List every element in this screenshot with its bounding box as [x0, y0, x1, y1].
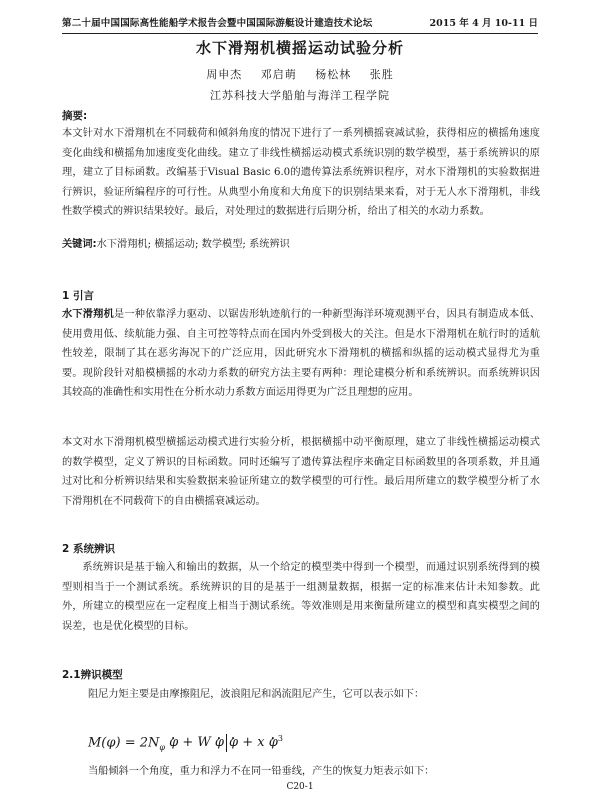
- conference-date: 2015 年 4 月 10-11 日: [429, 18, 538, 29]
- section-2-1-paragraph-2: 当船倾斜一个角度，重力和浮力不在同一铅垂线，产生的恢复力矩表示如下：: [88, 766, 435, 777]
- equation-term-3: • φ + x: [229, 735, 265, 750]
- equation-subscript: φ: [159, 742, 165, 752]
- page-number: C20-1: [286, 782, 314, 792]
- section-2-1-heading: 2.1辨识模型: [62, 669, 123, 681]
- section-2-paragraph-1: 系统辨识是基于输入和输出的数据，从一个给定的模型类中得到一个模型，而通过识别系统得到的模型则相当于一个测试系统。系统辨识的目的是基于一组测量数据，根据一定的标准来估计未知参数。此外，所建立的模型应在一定程度上相当于测试系统。等效准则是用来衡量所建立的模型和真实模型之间的误差，也是优化模型的目标。: [62, 562, 540, 632]
- section-2-heading: 2 系统辨识: [62, 543, 115, 555]
- section-1-lead-term: 水下滑翔机: [62, 308, 114, 320]
- affiliation: 江苏科技大学船舶与海洋工程学院: [210, 89, 390, 102]
- keywords-label: 关键词:: [62, 239, 97, 250]
- running-header: [62, 12, 538, 34]
- conference-name: 第二十届中国国际高性能船学术报告会暨中国国际游艇设计建造技术论坛: [62, 18, 373, 29]
- damping-moment-equation: [88, 722, 388, 756]
- section-1-paragraph-1: [62, 305, 540, 403]
- equation-lhs: M(φ) = 2N: [88, 735, 160, 751]
- keywords-text: 水下滑翔机; 横摇运动; 数学模型; 系统辨识: [96, 239, 290, 250]
- equation-term-4: • φ: [269, 735, 278, 750]
- author-list: 周申杰 邓启萌 杨松林 张胜: [206, 68, 394, 81]
- equation-abs-bar: [226, 734, 227, 752]
- section-1-paragraph-2: 本文对水下滑翔机模型横摇运动模式进行实验分析，根据横摇中动平衡原理，建立了非线性横摇运动模式的数学模型，定义了辨识的目标函数。同时还编写了遗传算法程序来确定目标函数里的各项系数，并且通过对比和分析辨识结果和实验数据来验证所建立的数学模型的可行性。最后用所建立的数学模型分析了水下滑翔机在不同载荷下的自由横摇衰减运动。: [62, 437, 540, 507]
- equation-power: 3: [277, 734, 283, 743]
- section-2-1-paragraph-1: 阻尼力矩主要是由摩擦阻尼，波浪阻尼和涡流阻尼产生，它可以表示如下：: [88, 689, 425, 700]
- abstract-heading: 摘要:: [62, 110, 88, 122]
- paper-title: 水下滑翔机横摇运动试验分析: [195, 39, 404, 57]
- equation-term-2: • φ: [215, 735, 224, 750]
- abstract-body: 本文针对水下滑翔机在不同载荷和倾斜角度的情况下进行了一系列横摇衰减试验，获得相应的横摇角速度变化曲线和横摇角加速度变化曲线。建立了非线性横摇运动模式系统识别的数学模型，基于系统辨识的原理，建立了目标函数。改编基于Visual Basic 6.0的遗传算法系统辨识程序，对水下滑翔机的实验数据进行辨识，验证所编程序的可行性。从典型小角度和大角度下的识别结果来看，对于无人水下滑翔机，非线性数学模式的辨识结果较好。最后，对处理过的数据进行后期分析，给出了相关的水动力系数。: [62, 128, 540, 218]
- section-1-paragraph-1-text: 是一种依靠浮力驱动、以锯齿形轨迹航行的一种新型海洋环境观测平台，因具有制造成本低、使用费用低、续航能力强、自主可控等特点而在国内外受到极大的关注。但是水下滑翔机在航行时的适航性较差，限制了其在恶劣海况下的广泛应用，因此研究水下滑翔机的横摇和纵摇的运动模式显得尤为重要。现阶段针对船模横摇的水动力系数的研究方法主要有两种：理论建模分析和系统辨识。而系统辨识因其较高的准确性和实用性在分析水动力系数方面运用得更为广泛且理想的应用。: [62, 309, 541, 399]
- equation-term-1: • φ + W: [169, 735, 211, 750]
- keywords: [62, 235, 540, 255]
- section-1-heading: 1 引言: [62, 290, 94, 302]
